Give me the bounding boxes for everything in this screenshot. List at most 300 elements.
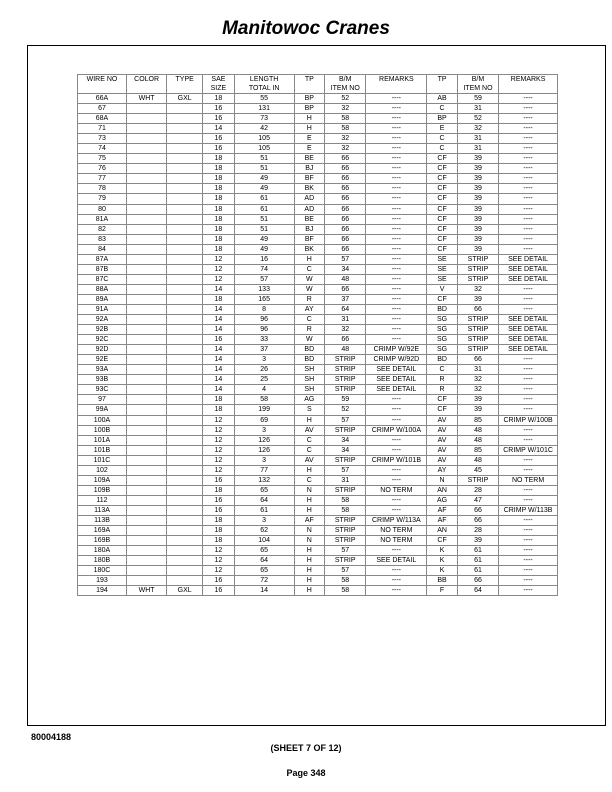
table-cell: AY xyxy=(294,304,324,314)
table-cell: 68A xyxy=(78,114,127,124)
table-cell: 3 xyxy=(234,425,294,435)
table-row xyxy=(78,144,558,154)
table-cell: CF xyxy=(427,194,457,204)
table-cell: 39 xyxy=(457,184,498,194)
table-cell: 39 xyxy=(457,164,498,174)
table-row xyxy=(78,114,558,124)
table-cell: 93B xyxy=(78,375,127,385)
table-cell: C xyxy=(294,435,324,445)
table-cell: 74 xyxy=(234,264,294,274)
table-cell: 55 xyxy=(234,94,294,104)
table-cell: SEE DETAIL xyxy=(499,345,558,355)
table-cell: 66 xyxy=(325,284,366,294)
table-cell: CF xyxy=(427,224,457,234)
table-cell: ---- xyxy=(366,435,427,445)
table-cell: 100B xyxy=(78,425,127,435)
table-cell: CF xyxy=(427,154,457,164)
table-cell xyxy=(126,485,166,495)
table-cell: 39 xyxy=(457,154,498,164)
table-cell: 64 xyxy=(325,304,366,314)
table-row xyxy=(78,455,558,465)
table-cell: 18 xyxy=(203,536,235,546)
table-cell xyxy=(126,284,166,294)
table-cell: 49 xyxy=(234,234,294,244)
table-cell: ---- xyxy=(366,465,427,475)
table-cell: AV xyxy=(427,445,457,455)
table-cell: 12 xyxy=(203,254,235,264)
table-cell: 25 xyxy=(234,375,294,385)
table-row xyxy=(78,586,558,596)
table-cell: 99A xyxy=(78,405,127,415)
table-cell: 34 xyxy=(325,264,366,274)
table-cell: NO TERM xyxy=(366,536,427,546)
table-cell: 61 xyxy=(457,566,498,576)
table-cell: 57 xyxy=(234,274,294,284)
table-row xyxy=(78,375,558,385)
table-row xyxy=(78,365,558,375)
table-cell xyxy=(126,264,166,274)
table-cell: 39 xyxy=(457,536,498,546)
table-cell: BK xyxy=(294,184,324,194)
table-cell xyxy=(167,174,203,184)
table-cell: 31 xyxy=(325,475,366,485)
table-cell: 58 xyxy=(234,395,294,405)
table-cell: 83 xyxy=(78,234,127,244)
table-cell: ---- xyxy=(366,124,427,134)
table-cell: 66 xyxy=(325,194,366,204)
table-cell: ---- xyxy=(366,325,427,335)
column-header: REMARKS xyxy=(366,75,427,85)
table-cell: 58 xyxy=(325,576,366,586)
table-cell: 61 xyxy=(234,204,294,214)
table-cell: 100A xyxy=(78,415,127,425)
table-cell: SG xyxy=(427,325,457,335)
table-row xyxy=(78,164,558,174)
table-cell: ---- xyxy=(366,264,427,274)
table-cell xyxy=(126,194,166,204)
table-row xyxy=(78,224,558,234)
table-cell: 16 xyxy=(203,134,235,144)
table-cell: 18 xyxy=(203,184,235,194)
table-cell: ---- xyxy=(366,204,427,214)
table-cell: 71 xyxy=(78,124,127,134)
table-cell: AV xyxy=(427,415,457,425)
table-cell: N xyxy=(294,526,324,536)
table-cell: 113A xyxy=(78,505,127,515)
table-cell: ---- xyxy=(366,445,427,455)
table-cell: 65 xyxy=(234,566,294,576)
table-cell: 76 xyxy=(78,164,127,174)
table-cell: STRIP xyxy=(325,355,366,365)
table-cell: ---- xyxy=(499,104,558,114)
table-cell: ---- xyxy=(499,244,558,254)
column-header: TP xyxy=(294,75,324,85)
table-cell: SE xyxy=(427,264,457,274)
table-cell: STRIP xyxy=(457,325,498,335)
table-cell xyxy=(167,164,203,174)
table-cell: 28 xyxy=(457,485,498,495)
table-cell: AF xyxy=(427,515,457,525)
table-cell: 14 xyxy=(203,325,235,335)
table-cell xyxy=(167,345,203,355)
table-cell xyxy=(126,304,166,314)
table-cell: 62 xyxy=(234,526,294,536)
table-cell xyxy=(126,254,166,264)
table-row xyxy=(78,536,558,546)
document-number: 80004188 xyxy=(31,732,72,742)
table-cell xyxy=(167,124,203,134)
column-header: TYPE xyxy=(167,75,203,85)
table-row xyxy=(78,234,558,244)
table-row xyxy=(78,204,558,214)
table-cell: 12 xyxy=(203,264,235,274)
table-cell: 66 xyxy=(325,164,366,174)
table-cell: 14 xyxy=(203,124,235,134)
table-cell xyxy=(126,375,166,385)
table-cell: 18 xyxy=(203,405,235,415)
table-row xyxy=(78,274,558,284)
table-cell: 49 xyxy=(234,184,294,194)
table-cell: H xyxy=(294,546,324,556)
table-cell: W xyxy=(294,335,324,345)
table-cell: SH xyxy=(294,365,324,375)
table-cell xyxy=(167,365,203,375)
table-cell: ---- xyxy=(499,124,558,134)
table-cell xyxy=(126,144,166,154)
table-cell: H xyxy=(294,586,324,596)
table-cell: 69 xyxy=(234,415,294,425)
table-row xyxy=(78,294,558,304)
table-cell: 58 xyxy=(325,586,366,596)
table-cell: C xyxy=(427,365,457,375)
table-cell: ---- xyxy=(499,536,558,546)
table-cell: 18 xyxy=(203,204,235,214)
table-cell: ---- xyxy=(366,174,427,184)
table-cell: 57 xyxy=(325,254,366,264)
table-cell xyxy=(167,144,203,154)
table-cell xyxy=(167,244,203,254)
table-cell: 37 xyxy=(325,294,366,304)
table-cell: 79 xyxy=(78,194,127,204)
table-cell: 51 xyxy=(234,224,294,234)
table-cell: 14 xyxy=(203,345,235,355)
table-cell: C xyxy=(294,315,324,325)
table-cell: 47 xyxy=(457,495,498,505)
table-cell: CF xyxy=(427,214,457,224)
column-header-sub: TOTAL IN xyxy=(234,84,294,94)
table-cell: 61 xyxy=(457,546,498,556)
table-cell: 80 xyxy=(78,204,127,214)
table-cell: 81A xyxy=(78,214,127,224)
table-cell xyxy=(167,556,203,566)
table-cell xyxy=(167,294,203,304)
table-cell: ---- xyxy=(499,144,558,154)
table-cell: 14 xyxy=(203,315,235,325)
wire-table xyxy=(77,74,558,596)
table-cell: ---- xyxy=(499,556,558,566)
table-cell: 39 xyxy=(457,234,498,244)
table-row xyxy=(78,194,558,204)
table-cell: 16 xyxy=(203,505,235,515)
table-cell: 66A xyxy=(78,94,127,104)
table-cell: S xyxy=(294,405,324,415)
table-cell: 18 xyxy=(203,174,235,184)
table-cell: 16 xyxy=(203,586,235,596)
table-cell: R xyxy=(427,375,457,385)
table-cell: 48 xyxy=(325,274,366,284)
table-cell: SEE DETAIL xyxy=(499,264,558,274)
table-cell: ---- xyxy=(366,315,427,325)
table-cell: 91A xyxy=(78,304,127,314)
table-row xyxy=(78,315,558,325)
table-cell xyxy=(126,174,166,184)
column-header-sub: SIZE xyxy=(203,84,235,94)
table-cell: 66 xyxy=(457,515,498,525)
table-cell xyxy=(126,184,166,194)
table-cell xyxy=(167,485,203,495)
table-cell: BD xyxy=(294,355,324,365)
table-row xyxy=(78,184,558,194)
table-cell: 32 xyxy=(325,144,366,154)
table-cell: AD xyxy=(294,194,324,204)
table-row xyxy=(78,335,558,345)
table-cell: CF xyxy=(427,164,457,174)
table-row xyxy=(78,445,558,455)
table-cell: C xyxy=(294,475,324,485)
table-cell: ---- xyxy=(499,365,558,375)
table-cell: 33 xyxy=(234,335,294,345)
table-cell: 18 xyxy=(203,154,235,164)
table-row xyxy=(78,475,558,485)
table-cell: 199 xyxy=(234,405,294,415)
table-cell: 57 xyxy=(325,546,366,556)
table-cell: SEE DETAIL xyxy=(366,556,427,566)
table-cell: 132 xyxy=(234,475,294,485)
table-cell xyxy=(126,515,166,525)
table-cell: 58 xyxy=(325,124,366,134)
table-cell: 39 xyxy=(457,224,498,234)
table-cell: SG xyxy=(427,315,457,325)
table-cell xyxy=(126,445,166,455)
table-cell: ---- xyxy=(366,586,427,596)
table-cell: SEE DETAIL xyxy=(499,325,558,335)
table-cell: BD xyxy=(294,345,324,355)
table-cell: 89A xyxy=(78,294,127,304)
table-cell: 64 xyxy=(234,556,294,566)
table-cell xyxy=(126,345,166,355)
table-cell xyxy=(126,526,166,536)
table-cell: 14 xyxy=(203,355,235,365)
sheet-label: (SHEET 7 OF 12) xyxy=(270,743,342,753)
table-cell: 104 xyxy=(234,536,294,546)
table-cell: 66 xyxy=(457,304,498,314)
table-cell: BP xyxy=(427,114,457,124)
table-cell: 16 xyxy=(203,114,235,124)
table-cell xyxy=(167,405,203,415)
table-cell xyxy=(167,104,203,114)
table-cell: SEE DETAIL xyxy=(366,375,427,385)
table-cell: R xyxy=(427,385,457,395)
table-cell: ---- xyxy=(366,284,427,294)
table-cell: 169B xyxy=(78,536,127,546)
table-cell: 48 xyxy=(457,435,498,445)
table-cell xyxy=(167,455,203,465)
table-cell: 194 xyxy=(78,586,127,596)
table-cell: AV xyxy=(294,455,324,465)
table-cell: ---- xyxy=(366,415,427,425)
table-cell: C xyxy=(427,104,457,114)
table-cell xyxy=(167,315,203,325)
table-cell: 65 xyxy=(234,546,294,556)
table-cell: WHT xyxy=(126,586,166,596)
table-cell: 101B xyxy=(78,445,127,455)
table-row xyxy=(78,345,558,355)
table-cell: 58 xyxy=(325,505,366,515)
table-cell: K xyxy=(427,546,457,556)
table-cell xyxy=(167,536,203,546)
table-cell: 84 xyxy=(78,244,127,254)
table-cell: ---- xyxy=(499,234,558,244)
table-cell xyxy=(126,546,166,556)
table-cell: STRIP xyxy=(325,526,366,536)
table-cell xyxy=(126,214,166,224)
table-cell: H xyxy=(294,465,324,475)
table-row xyxy=(78,104,558,114)
table-cell xyxy=(167,375,203,385)
table-cell: E xyxy=(294,144,324,154)
table-cell xyxy=(167,134,203,144)
column-header-sub: ITEM NO xyxy=(457,84,498,94)
table-cell: ---- xyxy=(499,485,558,495)
table-cell: C xyxy=(294,445,324,455)
table-cell xyxy=(167,566,203,576)
table-cell: 39 xyxy=(457,194,498,204)
table-cell: ---- xyxy=(366,335,427,345)
table-cell: 18 xyxy=(203,164,235,174)
table-cell: STRIP xyxy=(325,425,366,435)
table-cell: 74 xyxy=(78,144,127,154)
table-cell: CRIMP W/92E xyxy=(366,345,427,355)
table-header xyxy=(78,75,558,94)
table-cell: 32 xyxy=(457,385,498,395)
table-cell: ---- xyxy=(499,214,558,224)
table-cell: 32 xyxy=(457,124,498,134)
table-row xyxy=(78,214,558,224)
table-cell xyxy=(126,425,166,435)
table-cell: 133 xyxy=(234,284,294,294)
table-cell: SEE DETAIL xyxy=(366,365,427,375)
column-header-sub: ITEM NO xyxy=(325,84,366,94)
table-cell: ---- xyxy=(366,214,427,224)
column-header-sub xyxy=(126,84,166,94)
table-cell: ---- xyxy=(366,154,427,164)
table-row xyxy=(78,505,558,515)
table-cell: 87A xyxy=(78,254,127,264)
table-cell xyxy=(167,254,203,264)
table-cell: 61 xyxy=(234,194,294,204)
table-cell: 61 xyxy=(457,556,498,566)
table-cell: 92A xyxy=(78,315,127,325)
table-cell: SE xyxy=(427,254,457,264)
table-cell: 16 xyxy=(203,335,235,345)
table-cell xyxy=(126,355,166,365)
table-cell: 18 xyxy=(203,485,235,495)
table-cell: 39 xyxy=(457,244,498,254)
table-cell: ---- xyxy=(499,114,558,124)
table-cell: 58 xyxy=(325,495,366,505)
table-cell: C xyxy=(294,264,324,274)
table-row xyxy=(78,174,558,184)
table-cell: ---- xyxy=(499,134,558,144)
table-cell xyxy=(126,415,166,425)
table-row xyxy=(78,94,558,104)
table-row xyxy=(78,435,558,445)
table-cell: 73 xyxy=(78,134,127,144)
column-header-sub xyxy=(366,84,427,94)
table-cell: 77 xyxy=(234,465,294,475)
table-cell: 12 xyxy=(203,465,235,475)
table-cell: 52 xyxy=(325,405,366,415)
table-cell: ---- xyxy=(366,405,427,415)
table-cell xyxy=(167,335,203,345)
table-cell: STRIP xyxy=(457,345,498,355)
table-cell: 75 xyxy=(78,154,127,164)
table-cell xyxy=(167,274,203,284)
table-cell: CF xyxy=(427,536,457,546)
table-cell: SEE DETAIL xyxy=(499,254,558,264)
table-cell xyxy=(126,204,166,214)
table-cell: H xyxy=(294,114,324,124)
table-cell: CRIMP W/101C xyxy=(499,445,558,455)
table-cell xyxy=(126,576,166,586)
table-cell: 105 xyxy=(234,144,294,154)
column-header: COLOR xyxy=(126,75,166,85)
table-row xyxy=(78,405,558,415)
table-cell: 64 xyxy=(234,495,294,505)
table-cell: 32 xyxy=(457,375,498,385)
table-row xyxy=(78,134,558,144)
table-cell xyxy=(167,465,203,475)
table-cell: ---- xyxy=(366,164,427,174)
table-cell xyxy=(126,154,166,164)
table-cell: 31 xyxy=(457,144,498,154)
table-cell: 193 xyxy=(78,576,127,586)
table-cell: 105 xyxy=(234,134,294,144)
table-cell: K xyxy=(427,566,457,576)
table-cell xyxy=(167,284,203,294)
table-cell: E xyxy=(427,124,457,134)
column-header: TP xyxy=(427,75,457,85)
table-cell: 18 xyxy=(203,244,235,254)
table-row xyxy=(78,526,558,536)
table-cell xyxy=(167,435,203,445)
table-cell: 3 xyxy=(234,515,294,525)
table-cell: AV xyxy=(427,435,457,445)
table-cell: ---- xyxy=(366,274,427,284)
table-cell: R xyxy=(294,294,324,304)
table-cell xyxy=(167,304,203,314)
table-cell xyxy=(167,415,203,425)
table-cell: 12 xyxy=(203,425,235,435)
table-cell xyxy=(167,214,203,224)
table-row xyxy=(78,395,558,405)
table-cell: 57 xyxy=(325,465,366,475)
table-cell: 67 xyxy=(78,104,127,114)
table-cell: N xyxy=(294,485,324,495)
table-cell: CF xyxy=(427,294,457,304)
table-cell xyxy=(126,556,166,566)
table-cell xyxy=(126,124,166,134)
